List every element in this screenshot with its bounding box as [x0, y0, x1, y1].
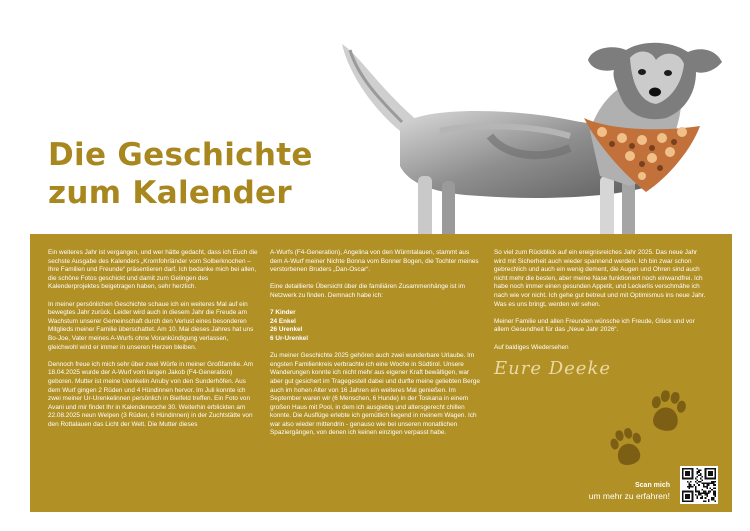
- title-line-2: zum Kalender: [48, 175, 292, 211]
- count-great-great-grandchildren: 6 Ur-Urenkel: [270, 334, 309, 342]
- signature: Eure Deeke: [494, 358, 612, 380]
- paw-icon: [645, 388, 690, 436]
- story-panel: [30, 234, 732, 512]
- count-great-grandchildren: 26 Urenkel: [270, 326, 303, 334]
- family-count-list: [270, 309, 480, 343]
- scan-sublabel: um mehr zu erfahren!: [588, 491, 670, 501]
- paragraph: Dennoch freue ich mich sehr über zwei Würfe in meiner Großfamilie. Am 18.04.2025 wurde der A-Wurf vom langen Jakob (F4-Generation) geboren. Mutter ist meine Urenkelin Anuby von den Sunderhöfen. Aus dem Wurf gingen 2 Rüden und 4 Hündinnen hervor. Im Juli konnte ich zwei meiner Ur-Urenkelinnen persönlich in Bielfeld treffen. Ein Foto von Avani und mir findet Ihr in Kalenderwoche 30. Weiterhin erblickten am 22.08.2025 neun Welpen (3 Rüden, 6 Hündinnen) in der Zuchtstätte von den Rottalauen das Licht der Welt. Die Mutter dieses: [48, 360, 253, 428]
- paragraph: A-Wurfs (F4-Generation), Angelina von den Würmtalauen, stammt aus dem A-Wurf meiner Nichte Bonna vom Bonner Bogen, die Tochter meines verstorbenen Bruders „Dan-Oscar“.: [270, 249, 479, 274]
- paragraph: Meiner Familie und allen Freunden wünsche ich Freude, Glück und vor allem Gesundheit für das „Neue Jahr 2026“.: [494, 317, 695, 334]
- text-column-3: [494, 249, 710, 380]
- text-column-2: [270, 249, 480, 447]
- scan-callout: [589, 481, 670, 502]
- title-line-1: Die Geschichte: [48, 137, 313, 173]
- page-title: [48, 136, 313, 212]
- text-column-1: [48, 249, 258, 438]
- paw-icon: [606, 425, 649, 471]
- dog-illustration: [330, 36, 730, 240]
- qr-code[interactable]: [680, 466, 718, 504]
- paragraph: Zu meiner Geschichte 2025 gehören auch zwei wunderbare Urlaube. Im engsten Familienkreis verbrachte ich eine Woche in Südtirol. Unsere Wanderungen konnte ich nicht mehr aus eigener Kraft bewältigen, war aber gut gesichert im Tragegestell dabei und durfte meine geliebten Berge auch im hohen Alter von 16 Jahren ein weiteres Mal genießen. Im September waren wir (6 Menschen, 6 Hunde) in der Toskana in einem großen Haus mit Pool, in dem ich ausgiebig und altersgerecht chillen konnte. Die Ausflüge erlebte ich gemütlich liegend in meinem Wagen. Ich war also wieder mittendrin - genauso wie bei unseren monatlichen Spaziergängen, von denen ich keinen einzigen verpasst habe.: [270, 352, 480, 437]
- count-grandchildren: 24 Enkel: [270, 317, 296, 325]
- count-children: 7 Kinder: [270, 309, 296, 317]
- paragraph: Ein weiteres Jahr ist vergangen, und wer hätte gedacht, dass ich Euch die sechste Ausgabe des Kalenders „Kromfohrländer vom Solberknochen – Ihre Familien und Freunde“ präsentieren darf. Ich bedanke mich bei allen, die schöne Fotos geschickt und damit zum Gelingen des Kalenderprojektes beigetragen haben, sehr herzlich.: [48, 249, 258, 291]
- paragraph: So viel zum Rückblick auf ein ereignisreiches Jahr 2025. Das neue Jahr wird mit Sicherheit auch wieder spannend werden. Ich bin zwar schon gebrechlich und auch ein wenig dement, die Augen und Ohren sind auch nicht mehr die besten, aber meine Nase funktioniert noch einwandfrei. Ich habe noch immer einen gesunden Appetit, und Leckerlis verschmähe ich nach wie vor nicht. Ich gehe gut betreut und mit Optimismus ins neue Jahr. Was es uns bringt, werden wir sehen.: [494, 249, 706, 308]
- paragraph: Eine detaillierte Übersicht über die familiären Zusammenhänge ist im Netzwerk zu finden. Demnach habe ich:: [270, 283, 466, 299]
- scan-label: Scan mich: [634, 482, 670, 489]
- closing-line: Auf baldiges Wiedersehen: [494, 343, 569, 351]
- paragraph: In meiner persönlichen Geschichte schaue ich ein weiteres Mal auf ein bewegtes Jahr zurück. Leider wird auch in diesem Jahr die Freude am Wachstum unserer Gemeinschaft durch den Verlust eines besonderen Mitglieds meiner Familie überschattet. Am 10. Mai dieses Jahres hat uns Bo-Joe, Vater meines A-Wurfs ohne Vorankündigung verlassen, gleichwohl wird er immer in unseren Herzen bleiben.: [48, 300, 254, 351]
- qr-code-pattern: [682, 468, 716, 502]
